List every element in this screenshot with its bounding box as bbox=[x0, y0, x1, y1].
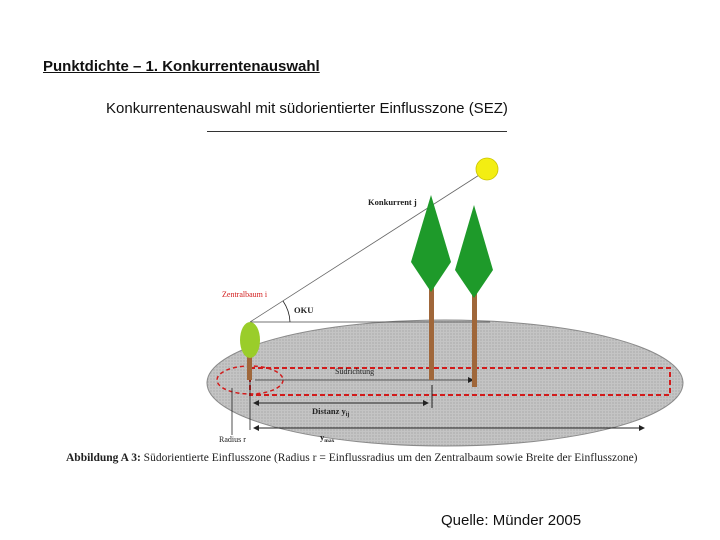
radius-label: Radius r bbox=[219, 435, 246, 444]
ymax-label: $y_{max}$ bbox=[320, 432, 335, 444]
angle-label: OKU bbox=[294, 305, 314, 315]
central-tree-label: Zentralbaum i bbox=[222, 290, 268, 299]
slide-subtitle: Konkurrentenauswahl mit südorientierter Einflusszone (SEZ) bbox=[106, 100, 508, 117]
sun-icon bbox=[476, 158, 498, 180]
caption-prefix: Abbildung A 3: bbox=[66, 452, 141, 464]
competitor-trunk-2 bbox=[472, 290, 477, 387]
slide-title: Punktdichte – 1. Konkurrentenauswahl bbox=[43, 58, 320, 75]
competitor-trunk-1 bbox=[429, 285, 434, 380]
ground-ellipse bbox=[207, 320, 683, 446]
competitor-label: Konkurrent j bbox=[368, 197, 417, 207]
south-direction-label: Südrichtung bbox=[335, 367, 375, 376]
figure-caption bbox=[66, 452, 658, 465]
competitor-crown-1 bbox=[411, 195, 451, 292]
source-note: Quelle: Münder 2005 bbox=[441, 512, 582, 529]
competitor-crown-2 bbox=[455, 205, 493, 298]
distance-label: Distanz $y_{ij}$ bbox=[312, 406, 350, 418]
caption-text: Südorientierte Einflusszone (Radius r = Einflussradius um den Zentralbaum sowie Breite der Einflusszone) bbox=[143, 452, 638, 464]
central-tree-crown bbox=[240, 322, 260, 358]
angle-arc bbox=[283, 301, 290, 322]
sight-line bbox=[250, 170, 487, 322]
